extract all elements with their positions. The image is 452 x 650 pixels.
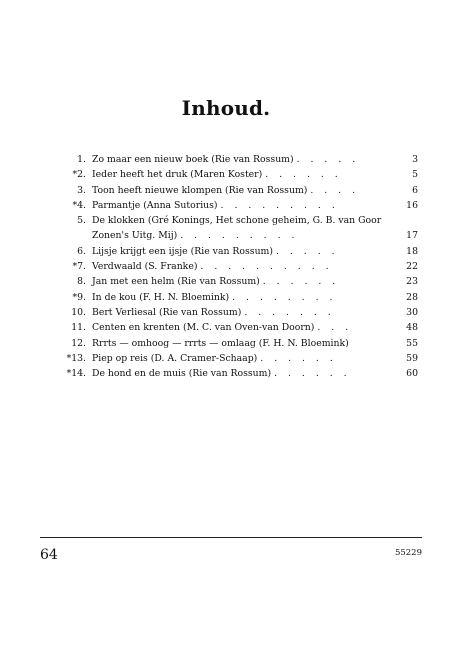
entry-title: Piep op reis (D. A. Cramer-Schaap) . . . . . . <box>92 352 337 364</box>
entry-page: 55 <box>406 337 418 349</box>
entry-title: Rrrts — omhoog — rrrts — omlaag (F. H. N. Bloemink) <box>92 337 349 349</box>
entry-title: De hond en de muis (Rie van Rossum) . . . . . . <box>92 368 351 380</box>
toc-entry <box>62 183 422 198</box>
entry-page: 3 <box>412 154 418 165</box>
entry-page: 6 <box>412 184 418 196</box>
toc-entry <box>62 351 422 366</box>
entry-page: 18 <box>406 245 418 257</box>
entry-title: Bert Verliesal (Rie van Rossum) . . . . . . . <box>92 306 335 318</box>
entry-page: 48 <box>406 322 418 334</box>
entry-page: 22 <box>406 261 418 273</box>
entry-page: 59 <box>406 352 418 364</box>
toc-entry <box>62 213 422 244</box>
entry-page: 30 <box>406 306 418 318</box>
entry-number: *7. <box>72 261 86 273</box>
entry-page: 17 <box>406 230 418 242</box>
entry-number: 5. <box>77 215 86 227</box>
entry-title: Jan met een helm (Rie van Rossum) . . . . . . <box>92 276 340 288</box>
printer-code: 55229 <box>394 548 422 558</box>
entry-number: *14. <box>66 368 86 380</box>
toc-entry <box>62 305 422 320</box>
entry-number: 1. <box>77 154 86 165</box>
page-title: Inhoud. <box>181 96 271 120</box>
entry-number: 8. <box>77 276 86 288</box>
entry-title: Verdwaald (S. Franke) . . . . . . . . . . <box>92 261 333 273</box>
entry-number: 12. <box>71 337 86 349</box>
entry-title: Ieder heeft het druk (Maren Koster) . . . . . . <box>92 169 342 181</box>
entry-title: Zo maar een nieuw boek (Rie van Rossum) . . . . . <box>92 154 360 165</box>
entry-number: 10. <box>71 306 86 318</box>
entry-page: 16 <box>406 199 418 211</box>
entry-number: 6. <box>77 245 86 257</box>
toc-entry <box>62 244 422 259</box>
entry-title: Toon heeft nieuwe klompen (Rie van Rossum) . . . . <box>92 184 360 196</box>
toc-entry <box>62 167 422 182</box>
entry-title: In de kou (F. H. N. Bloemink) . . . . . . . . <box>92 291 337 303</box>
entry-number: *2. <box>72 169 86 181</box>
entry-number: *9. <box>72 291 86 303</box>
toc-entry <box>62 290 422 305</box>
toc-entry <box>62 274 422 289</box>
toc-entry <box>62 152 422 167</box>
page-number: 64 <box>40 547 58 563</box>
toc-entry <box>62 198 422 213</box>
entry-title: Centen en krenten (M. C. van Oven-van Doorn) . . . <box>92 322 353 334</box>
entry-title: De klokken (Gré Konings, Het schone geheim, G. B. van Goor Zonen's Uitg. Mij) . . . . . . . . . <box>92 215 382 242</box>
entry-number: 11. <box>71 322 86 334</box>
entry-page: 28 <box>406 291 418 303</box>
entry-page: 60 <box>406 368 418 380</box>
toc-entry <box>62 320 422 335</box>
footer-rule <box>40 537 422 538</box>
entry-page: 5 <box>412 169 418 181</box>
toc-entry <box>62 336 422 351</box>
entry-title: Lijsje krijgt een ijsje (Rie van Rossum) . . . . . <box>92 245 339 257</box>
entry-number: *13. <box>66 352 86 364</box>
entry-title: Parmantje (Anna Sutorius) . . . . . . . . . <box>92 199 339 211</box>
toc-entry <box>62 259 422 274</box>
entry-page: 23 <box>406 276 418 288</box>
toc-entry <box>62 366 422 381</box>
entry-number: 3. <box>77 184 86 196</box>
entry-number: *4. <box>72 199 86 211</box>
table-of-contents <box>62 152 422 381</box>
